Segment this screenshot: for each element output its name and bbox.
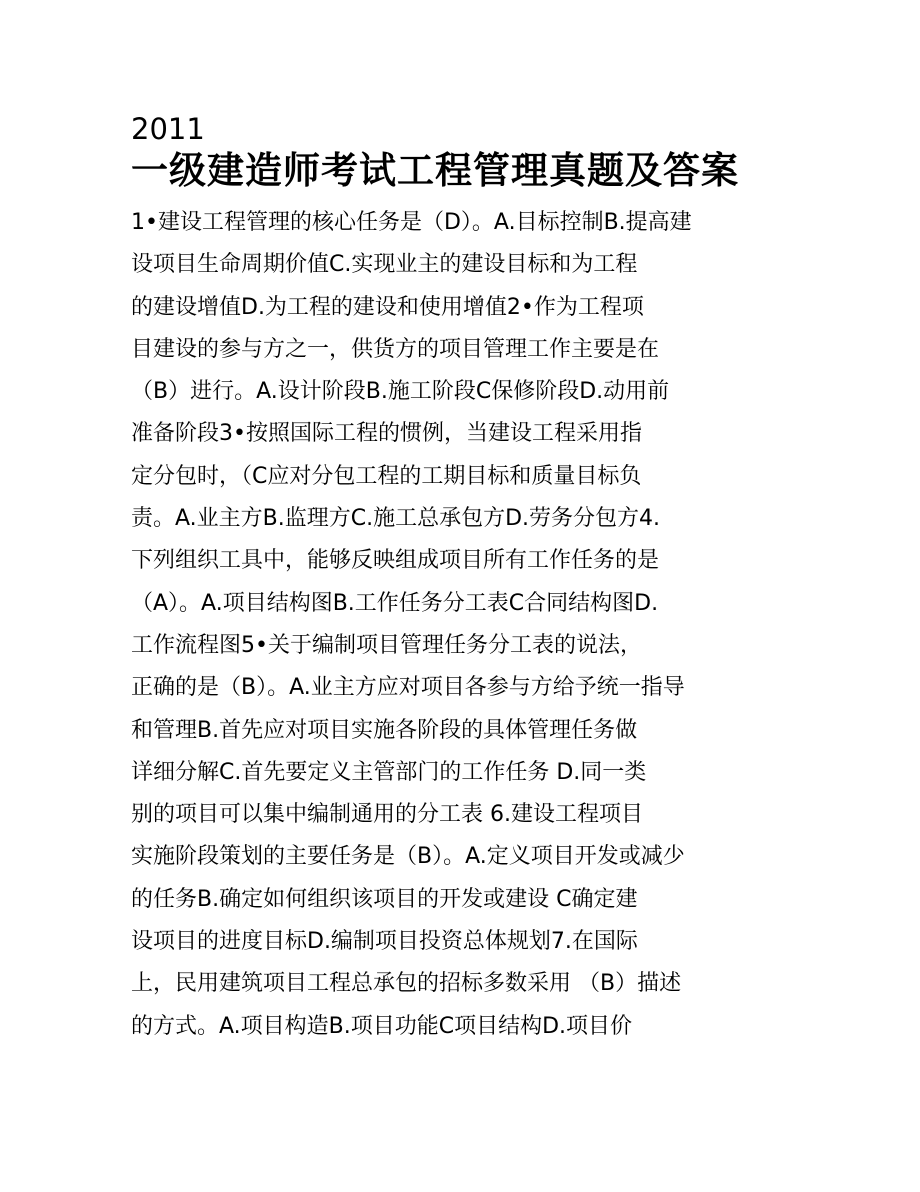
text-line: 和管理B.首先应对项目实施各阶段的具体管理任务做	[131, 717, 638, 743]
text-line: 别的项目可以集中编制通用的分工表 6.建设工程项目	[131, 802, 643, 828]
text-line: 的任务B.确定如何组织该项目的开发或建设 C确定建	[131, 886, 638, 912]
text-line: 的方式。A.项目构造B.项目功能C项目结构D.项目价	[131, 1013, 633, 1039]
document-title: 一级建造师考试工程管理真题及答案	[131, 149, 739, 192]
text-line: 工作流程图5•关于编制项目管理任务分工表的说法，	[131, 632, 642, 658]
text-line: （A）。A.项目结构图B.工作任务分工表C合同结构图D.	[131, 590, 659, 616]
text-line: 目建设的参与方之一，供货方的项目管理工作主要是在	[131, 336, 660, 362]
document-body	[131, 202, 911, 1048]
text-line: 定分包时，（C应对分包工程的工期目标和质量目标负	[131, 463, 642, 489]
text-line: 责。A.业主方B.监理方C.施工总承包方D.劳务分包方4.	[131, 506, 661, 532]
text-line: 准备阶段3•按照国际工程的惯例，当建设工程采用指	[131, 421, 642, 447]
text-line: （B）进行。A.设计阶段B.施工阶段C保修阶段D.动用前	[131, 379, 670, 405]
text-line: 正确的是（B）。A.业主方应对项目各参与方给予统一指导	[131, 675, 685, 701]
text-line: 设项目的进度目标D.编制项目投资总体规划7.在国际	[131, 929, 638, 955]
text-line: 实施阶段策划的主要任务是（B）。A.定义项目开发或减少	[131, 844, 685, 870]
text-line: 1•建设工程管理的核心任务是（D）。A.目标控制B.提高建	[131, 210, 692, 235]
text-line: 上，民用建筑项目工程总承包的招标多数采用 （B）描述	[131, 971, 682, 997]
document-year: 2011	[131, 112, 205, 146]
text-line: 详细分解C.首先要定义主管部门的工作任务 D.同一类	[131, 759, 647, 785]
text-line: 下列组织工具中，能够反映组成项目所有工作任务的是	[131, 548, 660, 574]
text-line: 的建设增值D.为工程的建设和使用增值2•作为工程项	[131, 294, 644, 320]
text-line: 设项目生命周期价值C.实现业主的建设目标和为工程	[131, 252, 638, 278]
